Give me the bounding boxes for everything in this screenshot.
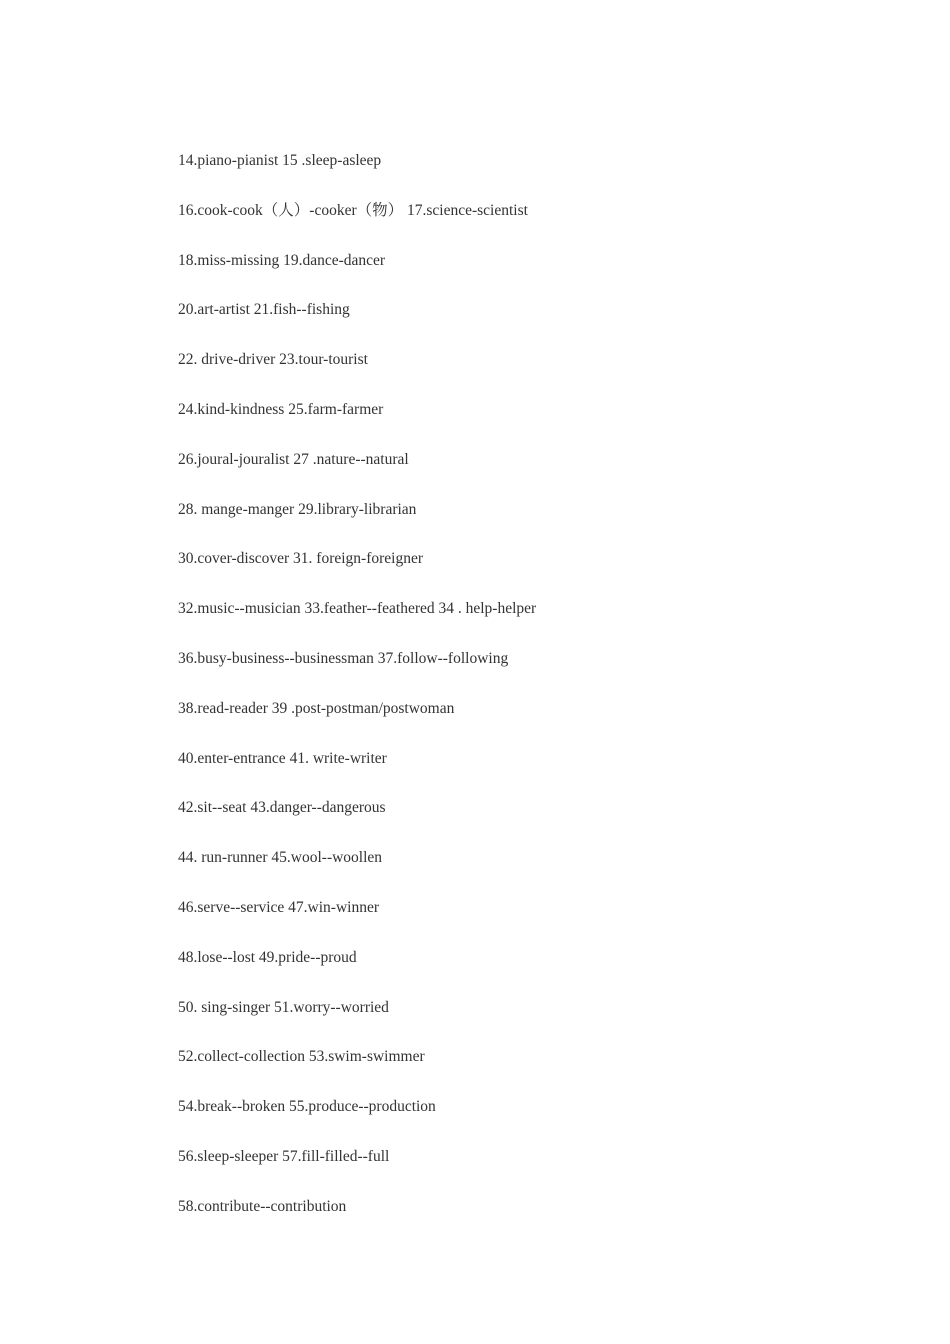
list-item: 16.cook-cook（人）-cooker（物） 17.science-scientist xyxy=(178,201,528,219)
list-item: 46.serve--service 47.win-winner xyxy=(178,898,379,916)
list-item: 32.music--musician 33.feather--feathered 34 . help-helper xyxy=(178,600,537,618)
list-item: 18.miss-missing 19.dance-dancer xyxy=(178,251,386,269)
list-item: 44. run-runner 45.wool--woollen xyxy=(178,849,383,867)
list-item: 24.kind-kindness 25.farm-farmer xyxy=(178,400,384,418)
word-list xyxy=(178,149,878,1245)
list-item: 48.lose--lost 49.pride--proud xyxy=(178,948,357,966)
list-item: 22. drive-driver 23.tour-tourist xyxy=(178,351,368,369)
list-item: 42.sit--seat 43.danger--dangerous xyxy=(178,799,386,817)
list-item: 40.enter-entrance 41. write-writer xyxy=(178,749,387,767)
list-item: 30.cover-discover 31. foreign-foreigner xyxy=(178,550,424,568)
list-item: 56.sleep-sleeper 57.fill-filled--full xyxy=(178,1147,390,1165)
list-item: 26.joural-jouralist 27 .nature--natural xyxy=(178,450,409,468)
list-item: 38.read-reader 39 .post-postman/postwoman xyxy=(178,699,455,717)
list-item: 36.busy-business--businessman 37.follow--following xyxy=(178,649,509,667)
list-item: 14.piano-pianist 15 .sleep-asleep xyxy=(178,152,382,169)
list-item: 54.break--broken 55.produce--production xyxy=(178,1098,436,1116)
list-item: 58.contribute--contribution xyxy=(178,1197,347,1215)
list-item: 50. sing-singer 51.worry--worried xyxy=(178,998,389,1016)
list-item: 52.collect-collection 53.swim-swimmer xyxy=(178,1048,425,1066)
list-item: 20.art-artist 21.fish--fishing xyxy=(178,301,350,319)
list-item: 28. mange-manger 29.library-librarian xyxy=(178,500,417,518)
